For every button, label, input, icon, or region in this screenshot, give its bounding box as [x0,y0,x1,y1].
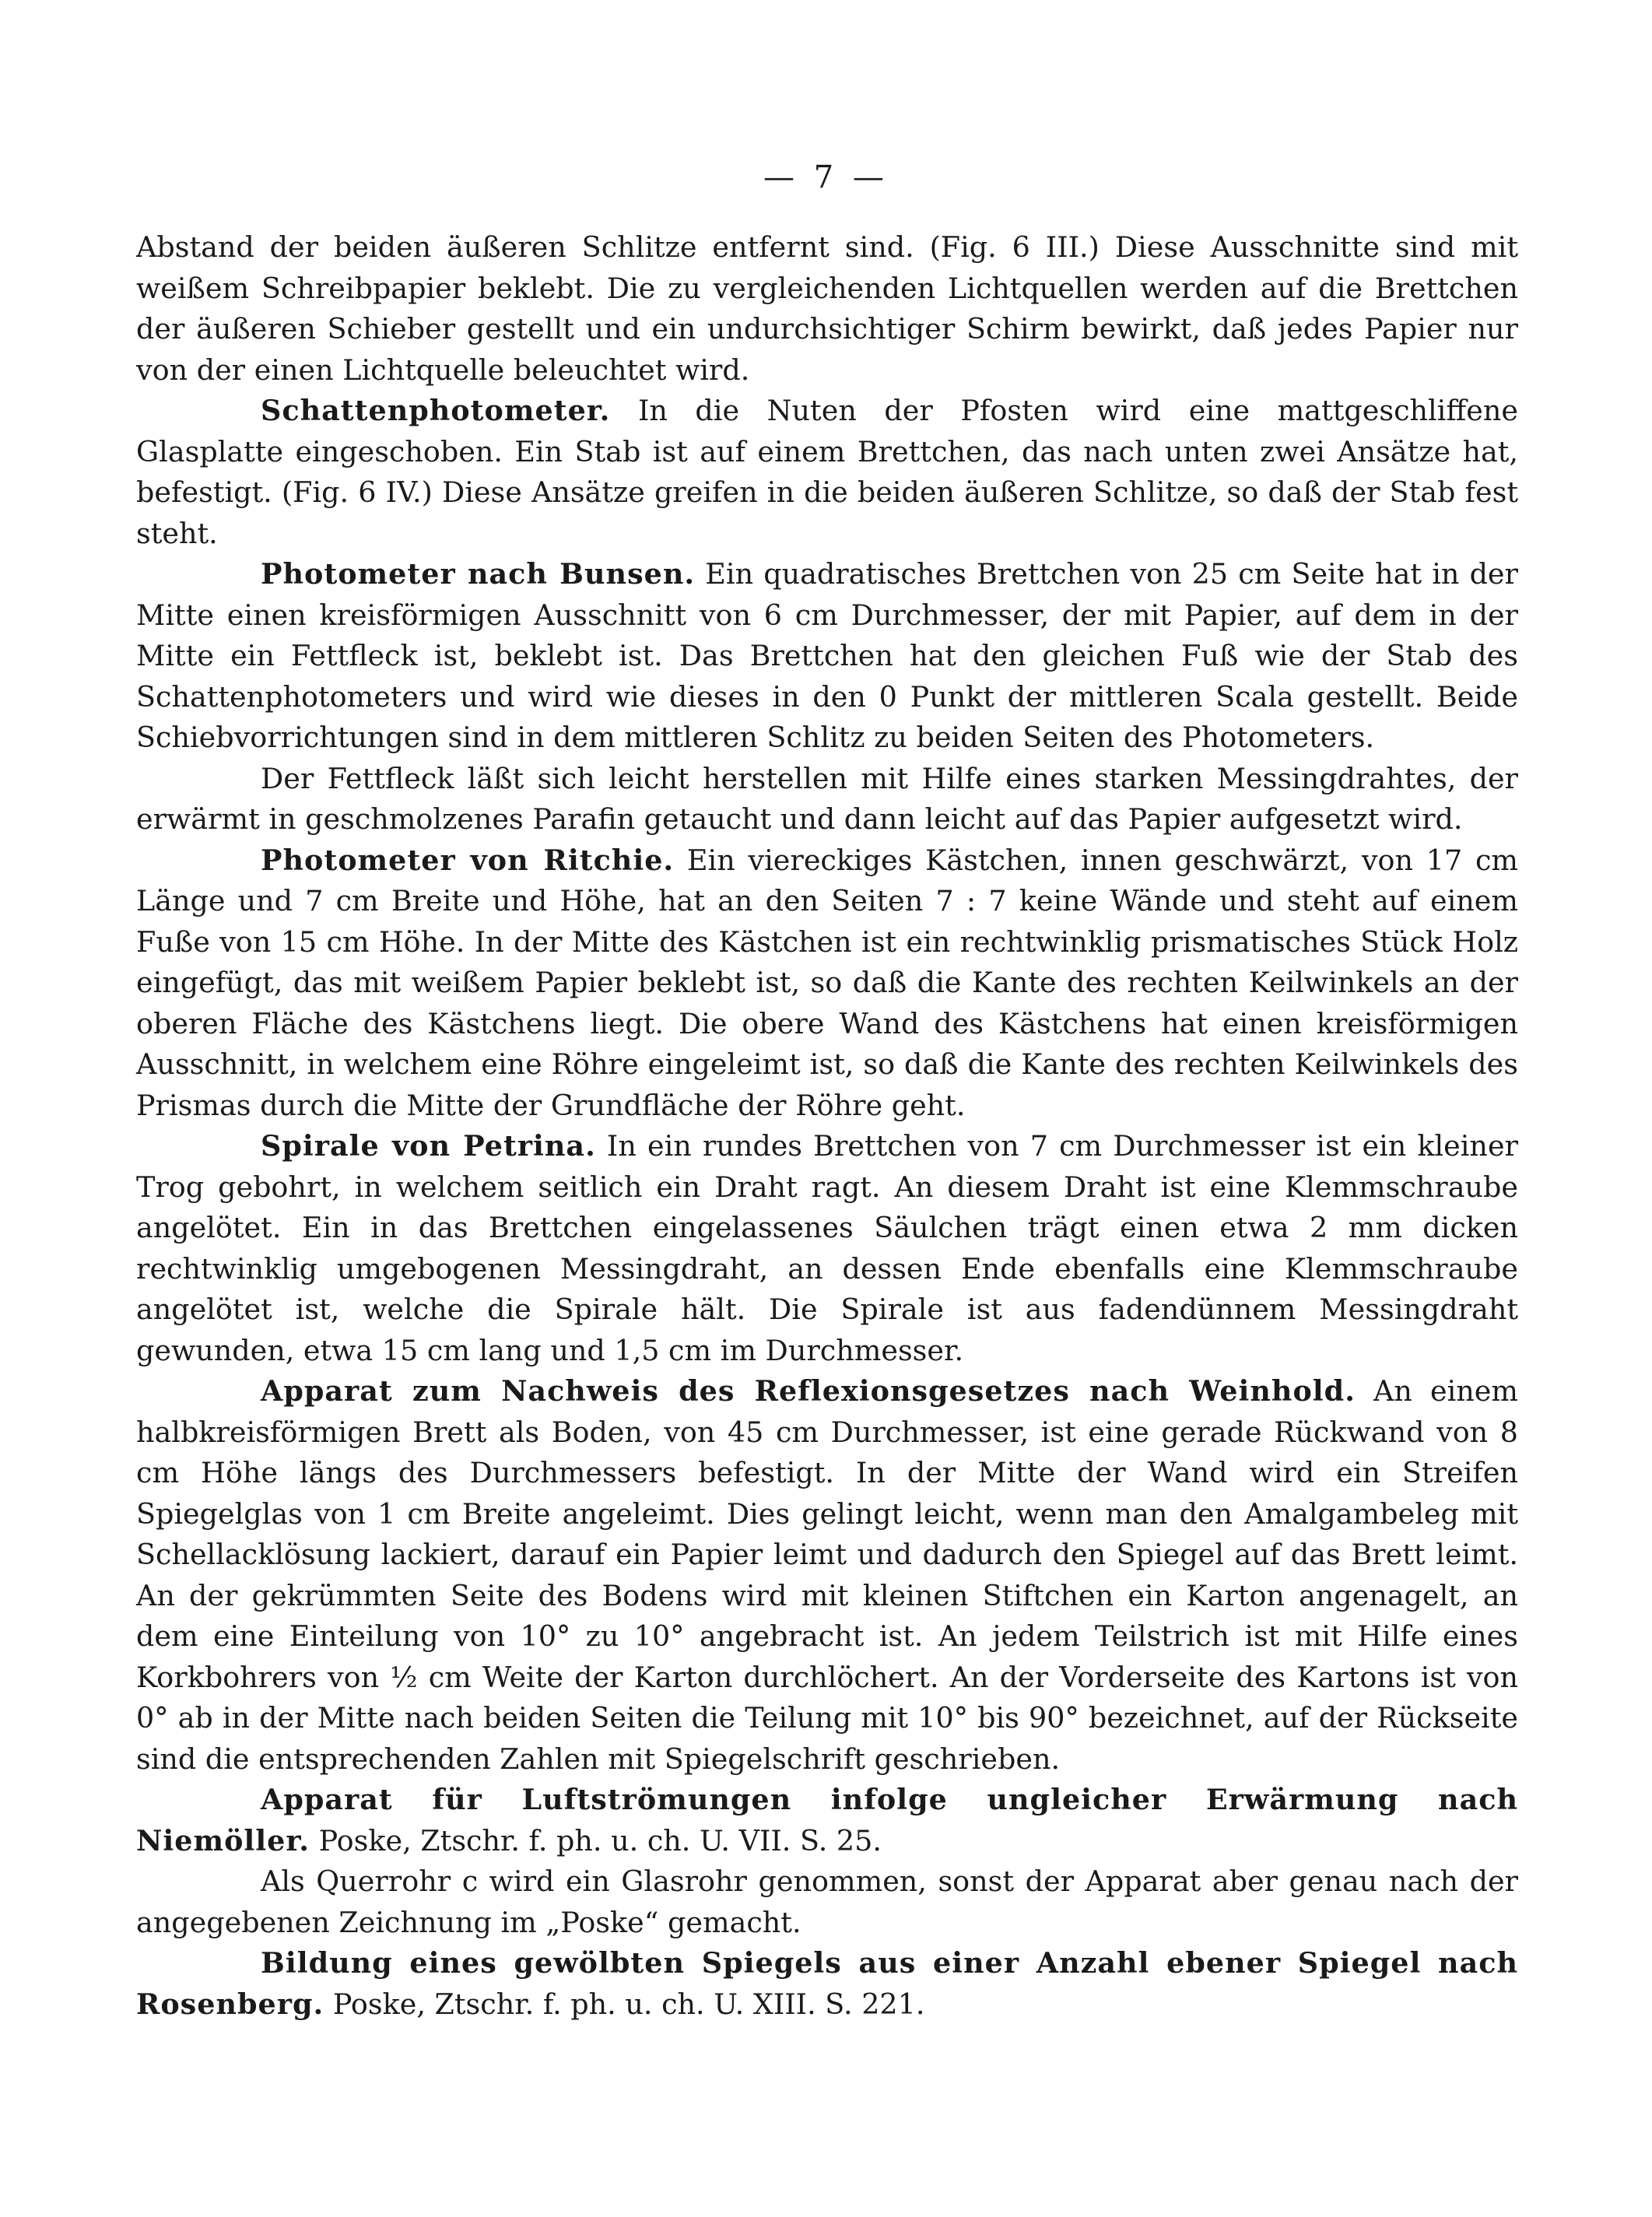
section-spirale-petrina [136,1126,1518,1371]
paragraph-text: Als Querrohr c wird ein Glasrohr genommen, sonst der Apparat aber genau nach der angegebenen Zeichnung im „Poske“ gemacht. [136,1864,1518,1939]
paragraph-fettfleck [136,759,1518,840]
section-heading: Spirale von Petrina. [261,1129,596,1163]
paragraph-text: In ein rundes Brettchen von 7 cm Durchmesser ist ein kleiner Trog gebohrt, in welchem seitlich ein Draht ragt. An diesem Draht ist eine Klemmschraube angelötet. Ein in das Brettchen eingelassenes Säulchen trägt einen etwa 2 mm dicken rechtwinklig umgebogenen Messingdraht, an dessen Ende ebenfalls eine Klemmschraube angelötet ist, welche die Spirale hält. Die Spirale ist aus fadendünnem Messingdraht gewunden, etwa 15 cm lang und 1,5 cm im Durchmesser. [136,1129,1518,1367]
section-photometer-bunsen [136,554,1518,759]
section-schattenphotometer [136,391,1518,554]
section-heading: Apparat zum Nachweis des Reflexionsgesetzes nach Weinhold. [261,1374,1356,1408]
section-heading: Photometer nach Bunsen. [261,557,696,591]
paragraph-text: In die Nuten der Pfosten wird eine mattgeschliffene Glasplatte eingeschoben. Ein Stab ist auf einem Brettchen, das nach unten zwei Ansätze hat, befestigt. (Fig. 6 IV.) Diese Ansätze greifen in die beiden äußeren Schlitze, so daß der Stab fest steht. [136,394,1519,550]
paragraph-text: Ein quadratisches Brettchen von 25 cm Seite hat in der Mitte einen kreisförmigen Ausschnitt von 6 cm Durchmesser, der mit Papier, auf dem in der Mitte ein Fettfleck ist, beklebt ist. Das Brettchen hat den gleichen Fuß wie der Stab des Schattenphotometers und wird wie dieses in den 0 Punkt der mittleren Scala gestellt. Beide Schiebvorrichtungen sind in dem mittleren Schlitz zu beiden Seiten des Photometers. [136,557,1518,754]
section-apparat-luftstroemungen [136,1780,1518,1861]
paragraph-text: Der Fettfleck läßt sich leicht herstellen mit Hilfe eines starken Messingdrahtes, der erwärmt in geschmolzenes Parafin getaucht und dann leicht auf das Papier aufgesetzt wird. [136,761,1518,836]
paragraph-querrohr [136,1861,1518,1943]
paragraph-text: Poske, Ztschr. f. ph. u. ch. U. VII. S. 25. [318,1823,882,1857]
section-heading: Apparat für Luftströmungen infolge ungleicher Erwärmung nach Niemöller. [136,1783,1518,1857]
paragraph-text: An einem halbkreisförmigen Brett als Boden, von 45 cm Durchmesser, ist eine gerade Rückwand von 8 cm Höhe längs des Durchmessers befestigt. In der Mitte der Wand wird ein Streifen Spiegelglas von 1 cm Breite angeleimt. Dies gelingt leicht, wenn man den Amalgambeleg mit Schellacklösung lackiert, darauf ein Papier leimt und dadurch den Spiegel auf das Brett leimt. An der gekrümmten Seite des Bodens wird mit kleinen Stiftchen ein Karton angenagelt, an dem eine Einteilung von 10° zu 10° angebracht ist. An jedem Teilstrich ist mit Hilfe eines Korkbohrers von ½ cm Weite der Karton durchlöchert. An der Vorderseite des Kartons ist von 0° ab in der Mitte nach beiden Seiten die Teilung mit 10° bis 90° bezeichnet, auf der Rückseite sind die entsprechenden Zahlen mit Spiegelschrift geschrieben. [136,1374,1519,1776]
section-apparat-reflexion [136,1371,1518,1780]
paragraph-continuation [136,227,1518,391]
section-heading: Bildung eines gewölbten Spiegels aus einer Anzahl ebener Spiegel nach Rosenberg. [136,1946,1518,2021]
paragraph-text: Ein viereckiges Kästchen, innen geschwärzt, von 17 cm Länge und 7 cm Breite und Höhe, hat an den Seiten 7 : 7 keine Wände und steht auf einem Fuße von 15 cm Höhe. In der Mitte des Kästchen ist ein rechtwinklig prismatisches Stück Holz eingefügt, das mit weißem Papier beklebt ist, so daß die Kante des rechten Keilwinkels an der oberen Fläche des Kästchens liegt. Die obere Wand des Kästchens hat einen kreisförmigen Ausschnitt, in welchem eine Röhre eingeleimt ist, so daß die Kante des rechten Keilwinkels des Prismas durch die Mitte der Grundfläche der Röhre geht. [136,843,1519,1122]
section-photometer-ritchie [136,840,1518,1127]
section-heading: Schattenphotometer. [261,394,611,427]
paragraph-text: Abstand der beiden äußeren Schlitze entfernt sind. (Fig. 6 III.) Diese Ausschnitte sind mit weißem Schreibpapier beklebt. Die zu vergleichenden Lichtquellen werden auf die Brettchen der äußeren Schieber gestellt und ein undurchsichtiger Schirm bewirkt, daß jedes Papier nur von der einen Lichtquelle beleuchtet wird. [136,230,1518,387]
paragraph-text: Poske, Ztschr. f. ph. u. ch. U. XIII. S. 221. [332,1987,925,2021]
page-number: — 7 — [763,160,889,195]
section-heading: Photometer von Ritchie. [261,843,675,877]
body-text [136,227,1518,2025]
section-gewoelbter-spiegel [136,1943,1518,2025]
